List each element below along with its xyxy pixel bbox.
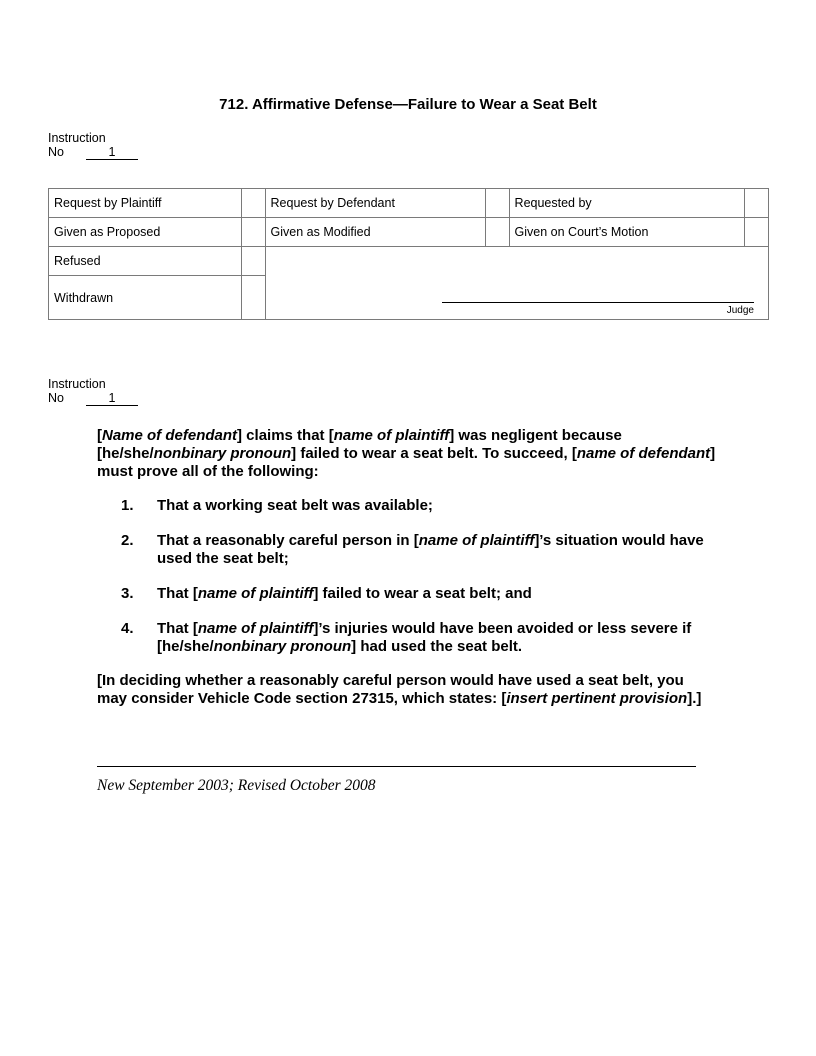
given-on-courts-motion-label: Given on Court’s Motion [509, 218, 744, 247]
no-label: No [48, 145, 64, 159]
list-item: 3. That [name of plaintiff] failed to wear a seat belt; and [121, 585, 532, 602]
withdrawn-box[interactable] [241, 276, 265, 320]
no-label: No [48, 391, 64, 405]
request-by-plaintiff-label: Request by Plaintiff [49, 189, 242, 218]
given-as-proposed-label: Given as Proposed [49, 218, 242, 247]
judge-label: Judge [726, 305, 754, 316]
requested-by-box[interactable] [745, 189, 769, 218]
elements-list [97, 497, 717, 673]
instruction-label: Instruction [48, 131, 106, 145]
given-as-proposed-box[interactable] [241, 218, 265, 247]
instruction-label: Instruction [48, 377, 106, 391]
list-item: 4. That [name of plaintiff]’s injuries would have been avoided or less severe if [he/she/nonbinary pronoun] had used the seat belt. [121, 620, 692, 655]
list-item: 2. That a reasonably careful person in [name of plaintiff]’s situation would have used the seat belt; [121, 532, 704, 567]
request-by-plaintiff-box[interactable] [241, 189, 265, 218]
given-as-modified-label: Given as Modified [265, 218, 485, 247]
judge-signature-area [265, 247, 768, 320]
instruction-number-block-2 [48, 377, 138, 406]
revision-history: New September 2003; Revised October 2008 [97, 777, 376, 794]
instruction-title: 712. Affirmative Defense—Failure to Wear a Seat Belt [219, 96, 597, 113]
request-by-defendant-box[interactable] [485, 189, 509, 218]
instruction-no-value: 1 [86, 146, 138, 160]
refused-label: Refused [49, 247, 242, 276]
requested-by-label: Requested by [509, 189, 744, 218]
given-on-courts-motion-box[interactable] [745, 218, 769, 247]
request-table [48, 188, 769, 320]
refused-box[interactable] [241, 247, 265, 276]
list-item: 1. That a working seat belt was available; [121, 497, 433, 514]
instruction-intro-paragraph: [Name of defendant] claims that [name of plaintiff] was negligent because [he/she/nonbinary pronoun] failed to wear a seat belt. To succeed, [name of defendant] must prove all of the following: [97, 427, 716, 480]
given-as-modified-box[interactable] [485, 218, 509, 247]
judge-signature-line[interactable] [442, 302, 754, 303]
request-by-defendant-label: Request by Defendant [265, 189, 485, 218]
divider [97, 766, 696, 767]
instruction-number-block [48, 131, 138, 160]
withdrawn-label: Withdrawn [49, 276, 242, 320]
vehicle-code-paragraph: [In deciding whether a reasonably careful person would have used a seat belt, you may consider Vehicle Code section 27315, which states: [insert pertinent provision].] [97, 672, 702, 707]
instruction-no-value: 1 [86, 392, 138, 406]
